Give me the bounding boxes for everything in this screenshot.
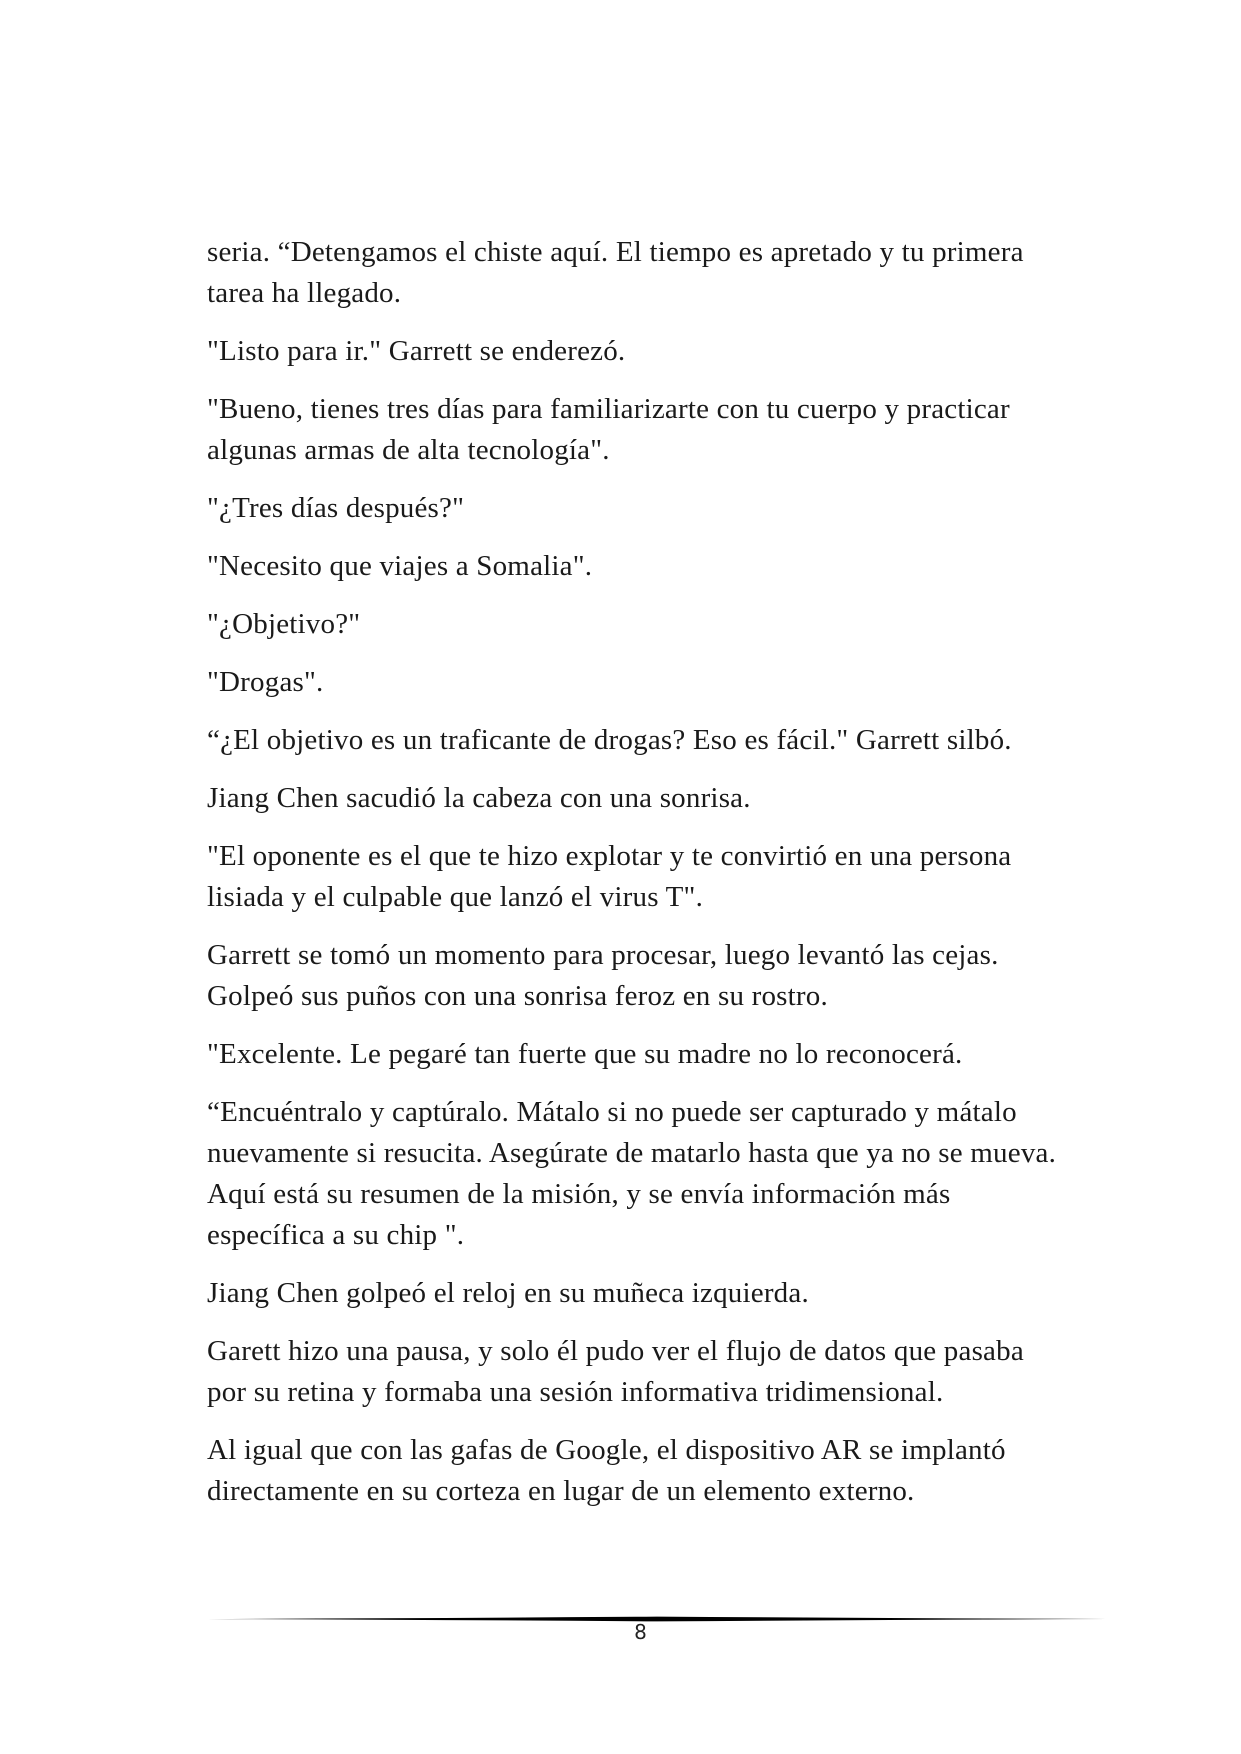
paragraph: "Necesito que viajes a Somalia". xyxy=(207,550,593,582)
paragraph: Al igual que con las gafas de Google, el dispositivo AR se implantó directamente en su corteza en lugar de un elemento externo. xyxy=(207,1434,1006,1507)
paragraph: “Encuéntralo y captúralo. Mátalo si no puede ser capturado y mátalo nuevamente si resucita. Asegúrate de matarlo hasta que ya no se mueva. Aquí está su resumen de la misión, y se envía información más específica a su chip ". xyxy=(207,1096,1057,1251)
page-number xyxy=(0,1620,1241,1644)
paragraph: "Excelente. Le pegaré tan fuerte que su madre no lo reconocerá. xyxy=(207,1038,963,1070)
paragraph: "Listo para ir." Garrett se enderezó. xyxy=(207,335,626,367)
paragraph: seria. “Detengamos el chiste aquí. El tiempo es apretado y tu primera tarea ha llegado. xyxy=(207,236,1024,309)
paragraph: Jiang Chen sacudió la cabeza con una sonrisa. xyxy=(207,782,751,814)
paragraph: "El oponente es el que te hizo explotar y te convirtió en una persona lisiada y el culpable que lanzó el virus T". xyxy=(207,840,1012,913)
paragraph: "Drogas". xyxy=(207,666,324,698)
paragraph: "Bueno, tienes tres días para familiarizarte con tu cuerpo y practicar algunas armas de alta tecnología". xyxy=(207,393,1010,466)
paragraph: Garett hizo una pausa, y solo él pudo ver el flujo de datos que pasaba por su retina y formaba una sesión informativa tridimensional. xyxy=(207,1335,1024,1408)
paragraph: "¿Objetivo?" xyxy=(207,608,361,640)
paragraph: Jiang Chen golpeó el reloj en su muñeca izquierda. xyxy=(207,1277,809,1309)
body-text xyxy=(207,232,1057,1529)
paragraph: “¿El objetivo es un traficante de drogas? Eso es fácil." Garrett silbó. xyxy=(207,724,1012,756)
paragraph: Garrett se tomó un momento para procesar, luego levantó las cejas. Golpeó sus puños con una sonrisa feroz en su rostro. xyxy=(207,939,999,1012)
paragraph: "¿Tres días después?" xyxy=(207,492,465,524)
page-number-label: 8 xyxy=(634,1620,647,1644)
